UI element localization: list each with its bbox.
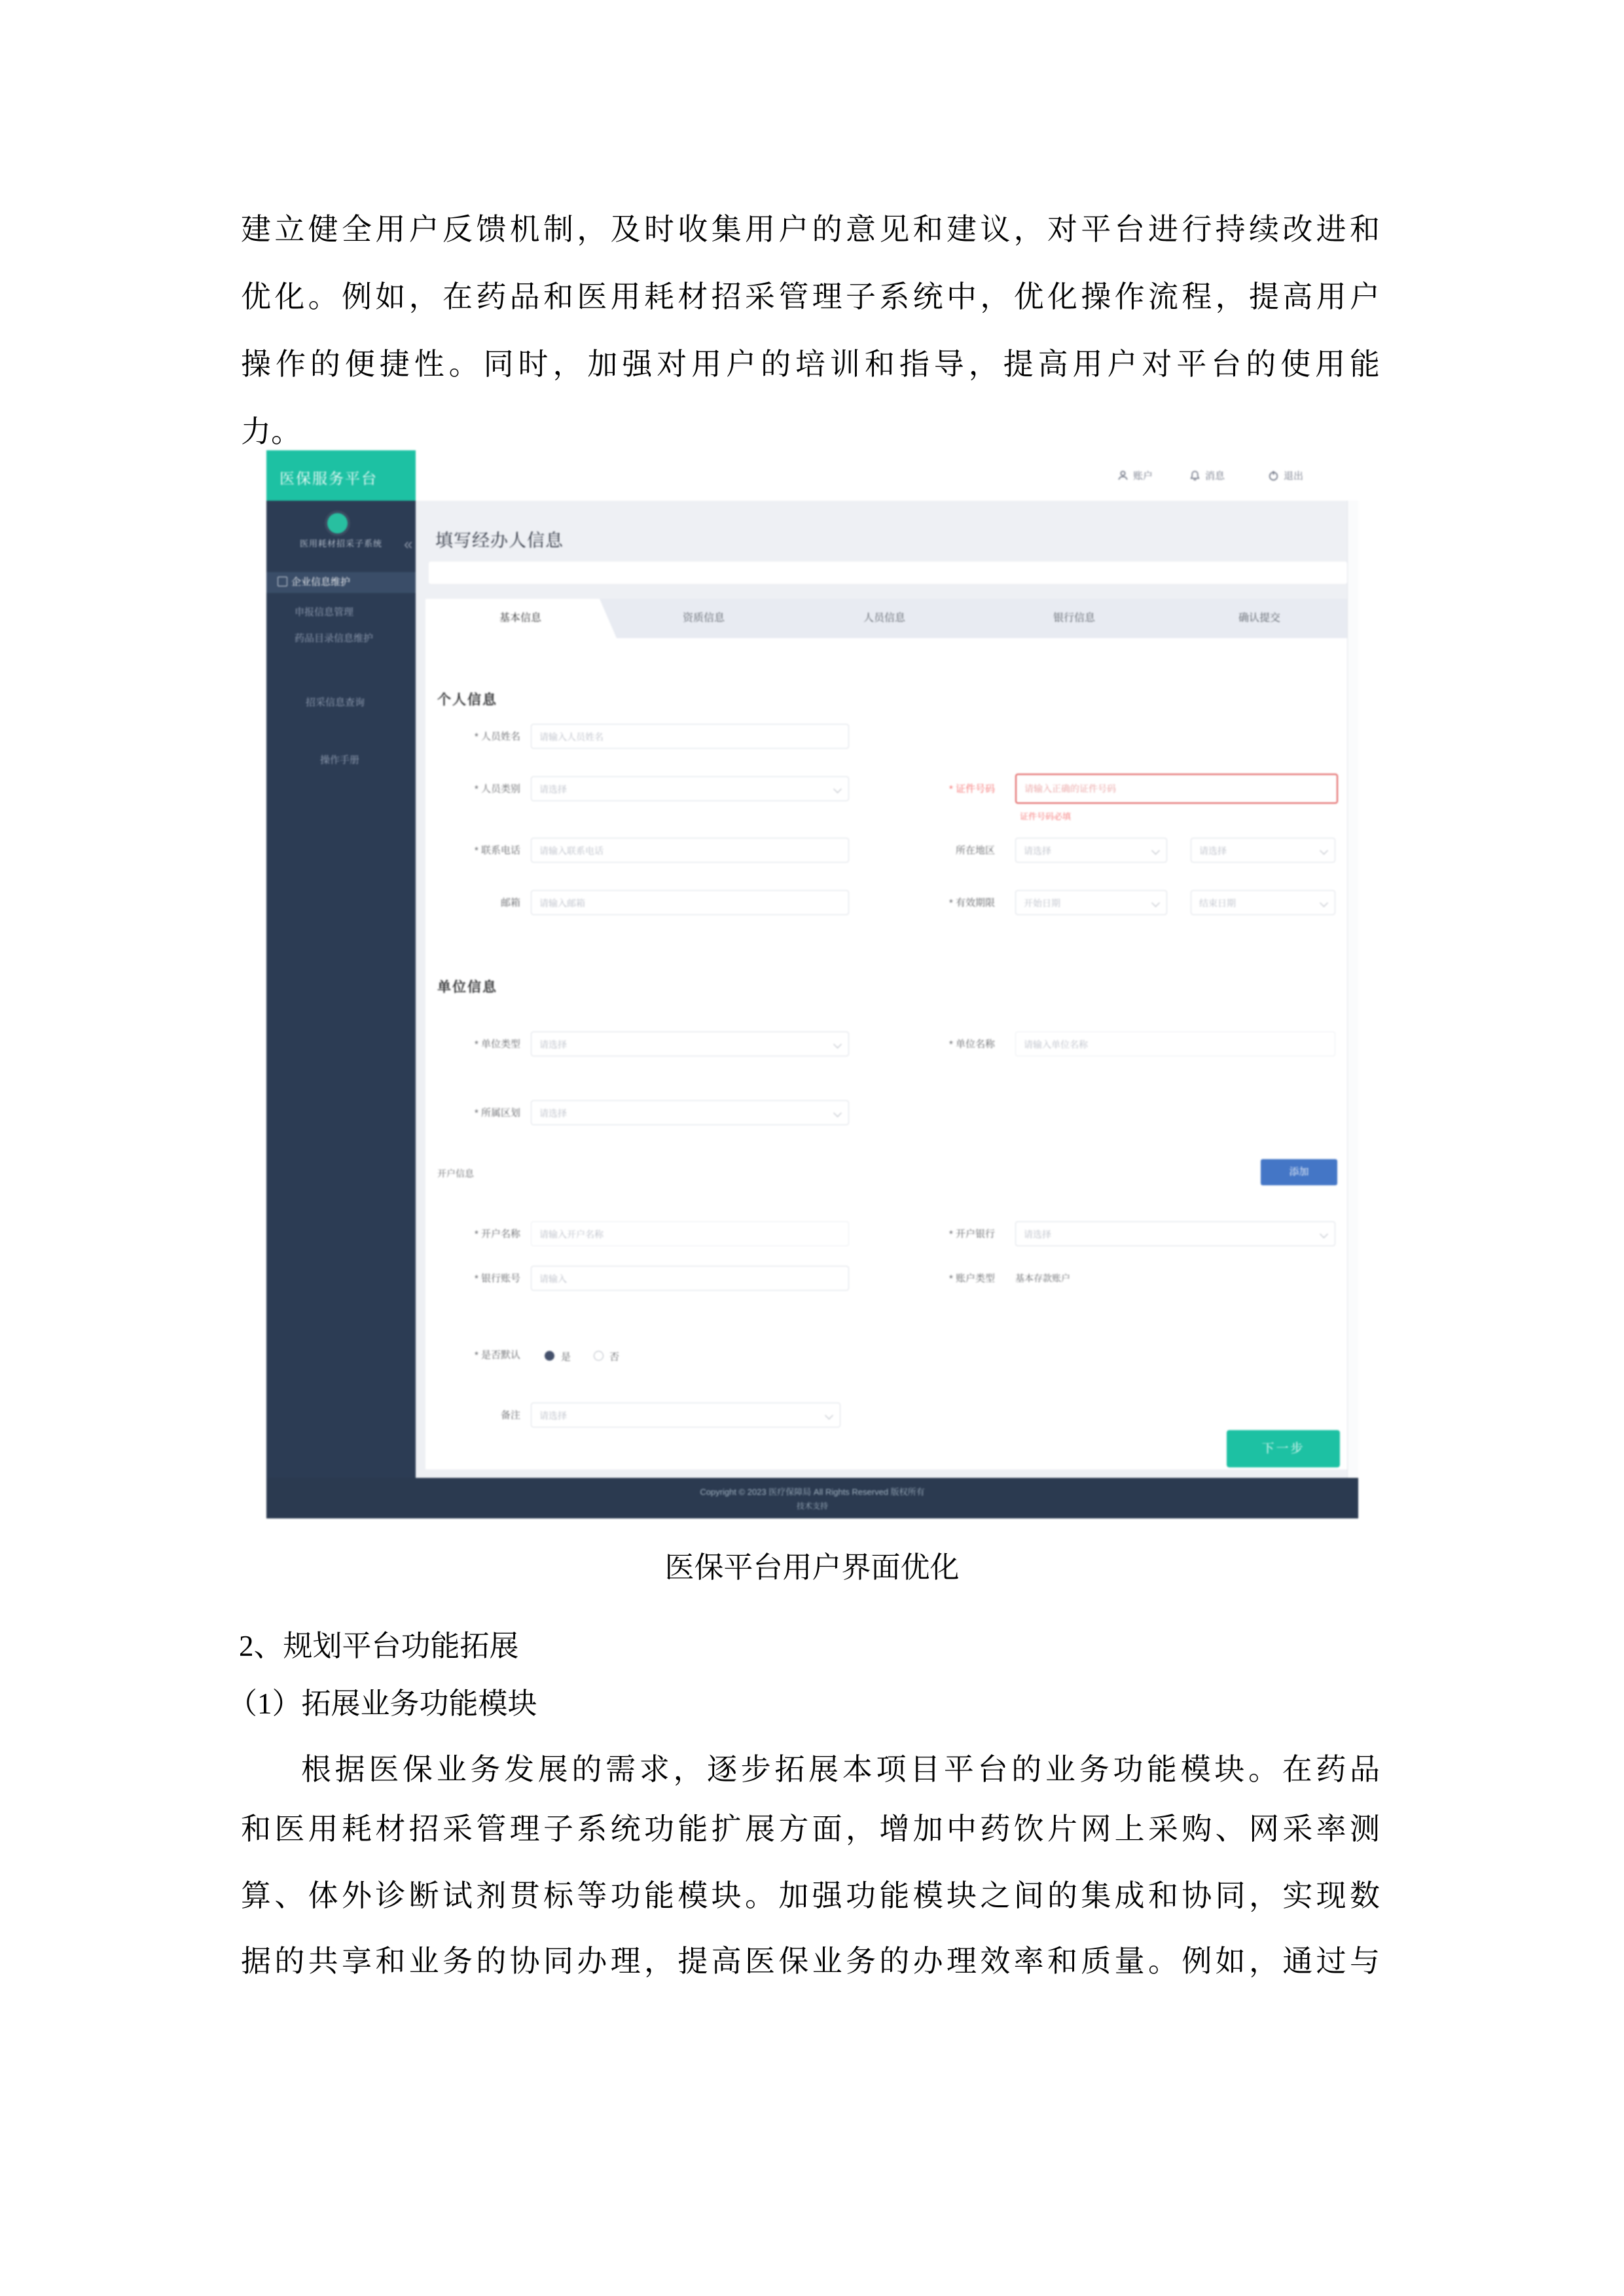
field-label-org-type: * 单位类型	[474, 1039, 520, 1050]
field-label-default: * 是否默认	[474, 1350, 520, 1361]
next-step-button: 下一步	[1227, 1430, 1340, 1467]
app-logo-text: 医保服务平台	[280, 470, 378, 487]
tab-confirm: 确认提交	[1238, 613, 1280, 624]
radio-selected-icon	[545, 1351, 554, 1361]
sidebar-item-label: 申报信息管理	[295, 607, 354, 618]
header-account-label: 账户	[1133, 470, 1153, 482]
remark-select	[531, 1403, 840, 1427]
paragraph-bottom-line: 据的共享和业务的协同办理，提高医保业务的办理效率和质量。例如，通过与	[241, 1945, 1380, 1978]
org-name-input: 请输入单位名称	[1015, 1031, 1335, 1056]
paragraph-bottom-line: 算、体外诊断试剂贯标等功能模块。加强功能模块之间的集成和协同，实现数	[241, 1879, 1380, 1912]
chevron-down-icon	[1320, 899, 1328, 907]
app-footer	[266, 1478, 1358, 1518]
region-city-select	[1191, 838, 1335, 863]
field-label-org-name: * 单位名称	[948, 1039, 995, 1050]
field-label-district: * 所属区划	[474, 1107, 520, 1119]
chevron-down-icon	[833, 785, 842, 793]
tab-bank: 银行信息	[1053, 613, 1095, 624]
sidebar-item-label: 企业信息维护	[291, 577, 351, 588]
sidebar-item-enterprise-info	[266, 572, 416, 593]
tab-basic-info-label: 基本信息	[499, 613, 541, 624]
district-select	[531, 1100, 849, 1125]
sidebar-item-label: 招采信息查询	[306, 697, 365, 708]
document-icon	[278, 577, 287, 586]
chevron-down-icon	[1151, 899, 1160, 907]
sidebar-collapse-icon: «	[404, 535, 413, 553]
header-account-item	[1117, 466, 1153, 484]
paragraph-top-line: 力。	[241, 415, 301, 448]
select-value: 请选择	[539, 784, 567, 795]
field-label-id-number: * 证件号码	[948, 783, 995, 795]
section-title-organization: 单位信息	[437, 980, 497, 995]
field-label-email: 邮箱	[500, 897, 520, 908]
scrollbar	[1347, 501, 1358, 1478]
app-logo-block	[266, 450, 416, 501]
power-icon	[1268, 470, 1279, 481]
bank-group-label: 开户信息	[437, 1168, 474, 1179]
section-heading: 2、规划平台功能拓展	[239, 1630, 519, 1662]
validity-start-select	[1015, 890, 1167, 915]
bell-icon	[1189, 470, 1200, 481]
chevron-down-icon	[833, 1109, 842, 1117]
field-label-bank: * 开户银行	[948, 1229, 995, 1240]
field-label-account-name: * 开户名称	[474, 1229, 520, 1240]
add-button: 添加	[1261, 1159, 1337, 1185]
select-value: 请选择	[1024, 1229, 1051, 1240]
chevron-down-icon	[833, 1040, 842, 1049]
field-label-category: * 人员类别	[474, 783, 520, 795]
footer-copyright: Copyright © 2023 医疗保障局 All Rights Reserved 版权所有	[700, 1487, 925, 1497]
sidebar-system-name: 医用耗材招采子系统	[299, 539, 382, 548]
field-label-region: 所在地区	[955, 845, 995, 856]
sidebar-logo-icon	[327, 513, 348, 533]
account-name-input: 请输入开户名称	[531, 1221, 849, 1246]
paragraph-bottom-line: 根据医保业务发展的需求，逐步拓展本项目平台的业务功能模块。在药品	[301, 1753, 1380, 1786]
account-type-value: 基本存款账户	[1015, 1273, 1070, 1283]
select-value: 开始日期	[1024, 898, 1060, 908]
select-value: 请选择	[539, 1108, 567, 1119]
category-select	[531, 776, 849, 801]
radio-unselected-icon	[594, 1351, 604, 1361]
field-label-account-number: * 银行账号	[474, 1273, 520, 1284]
field-label-remark: 备注	[500, 1410, 520, 1421]
header-logout-item	[1268, 466, 1303, 484]
chevron-down-icon	[1320, 1230, 1328, 1238]
header-message-label: 消息	[1205, 470, 1225, 482]
bank-select	[1015, 1221, 1335, 1246]
figure-ui-screenshot	[266, 450, 1358, 1518]
field-label-account-type: * 账户类型	[948, 1273, 995, 1284]
figure-caption: 医保平台用户界面优化	[664, 1551, 960, 1584]
name-input: 请输入人员姓名	[531, 724, 849, 749]
radio-option-yes: 是	[561, 1352, 571, 1363]
select-value: 结束日期	[1199, 898, 1236, 908]
org-type-select	[531, 1031, 849, 1056]
select-value: 请选择	[539, 1410, 567, 1421]
field-label-phone: * 联系电话	[474, 845, 520, 856]
id-number-input: 请输入正确的证件号码	[1015, 774, 1338, 804]
paragraph-bottom-line: 和医用耗材招采管理子系统功能扩展方面，增加中药饮片网上采购、网采率测	[241, 1812, 1380, 1846]
sub-heading: （1）拓展业务功能模块	[228, 1687, 537, 1720]
page-title: 填写经办人信息	[435, 531, 564, 550]
sidebar-item-label: 药品目录信息维护	[295, 633, 374, 644]
footer-support: 技术支持	[796, 1501, 828, 1511]
chevron-down-icon	[825, 1411, 833, 1420]
chevron-down-icon	[1151, 846, 1160, 855]
tab-personnel: 人员信息	[863, 613, 905, 624]
email-input: 请输入邮箱	[531, 890, 849, 915]
radio-option-no: 否	[609, 1352, 620, 1363]
select-value: 请选择	[1199, 846, 1227, 856]
field-label-name: * 人员姓名	[474, 731, 520, 742]
phone-input: 请输入联系电话	[531, 838, 849, 863]
select-value: 请选择	[539, 1039, 567, 1050]
validity-end-select	[1191, 890, 1335, 915]
breadcrumb-bar	[429, 562, 1347, 584]
sidebar-item-label: 操作手册	[320, 755, 360, 766]
section-title-personal: 个人信息	[437, 692, 497, 708]
sidebar	[266, 501, 416, 1478]
chevron-down-icon	[1320, 846, 1328, 855]
field-label-validity: * 有效期限	[948, 897, 995, 908]
account-number-input: 请输入	[531, 1266, 849, 1291]
validation-error-text: 证件号码必填	[1020, 812, 1072, 821]
region-province-select	[1015, 838, 1167, 863]
header-message-item	[1189, 466, 1225, 484]
tab-qualification: 资质信息	[682, 613, 725, 624]
paragraph-top-line: 优化。例如，在药品和医用耗材招采管理子系统中，优化操作流程，提高用户	[241, 280, 1380, 314]
paragraph-top-line: 建立健全用户反馈机制，及时收集用户的意见和建议，对平台进行持续改进和	[241, 213, 1380, 246]
select-value: 请选择	[1024, 846, 1051, 856]
user-icon	[1117, 470, 1128, 481]
header-logout-label: 退出	[1284, 470, 1304, 482]
paragraph-top-line: 操作的便捷性。同时，加强对用户的培训和指导，提高用户对平台的使用能	[241, 348, 1380, 381]
